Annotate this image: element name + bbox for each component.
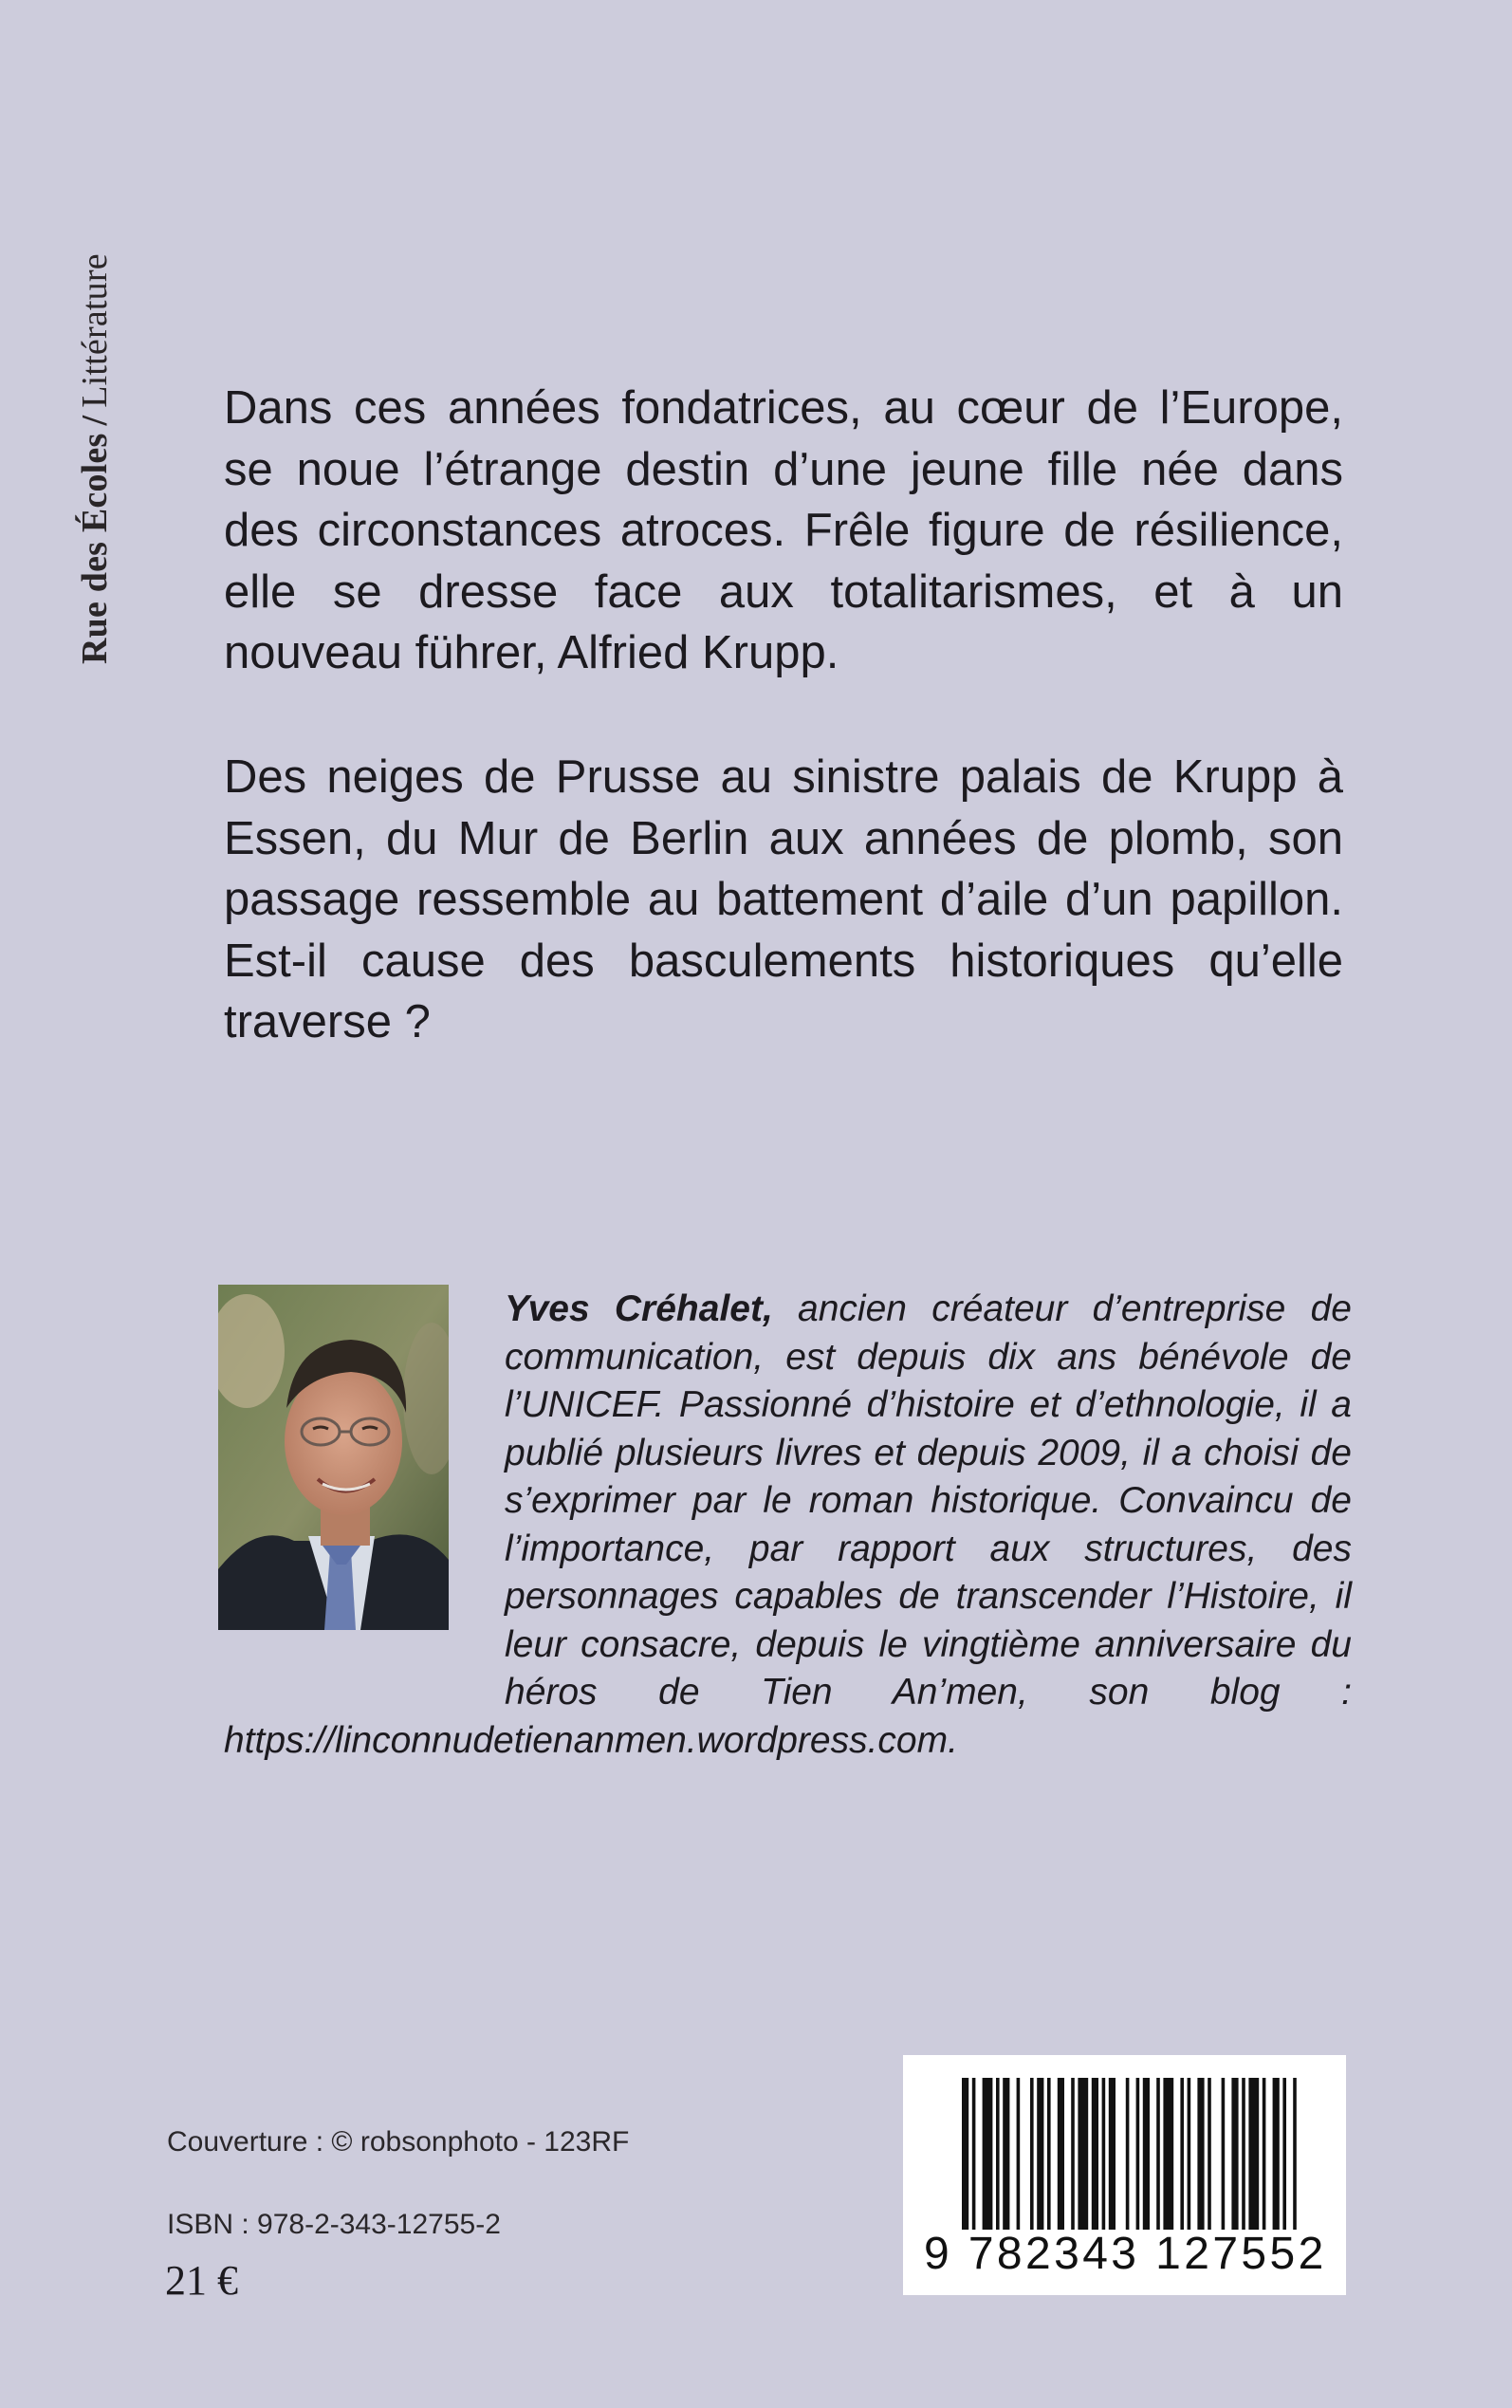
summary-paragraph-2: Des neiges de Prusse au sinistre palais de Krupp à Essen, du Mur de Berlin aux années de plomb, son passage ressemble au battement d’aile d’un papillon. Est-il cause des basculements historiques qu’elle traverse ? <box>224 751 1343 1047</box>
photo-spacer <box>224 1286 505 1671</box>
author-bio-text: ancien créateur d’entreprise de communication, est depuis dix ans bénévole de l’UNICEF. Passionné d’histoire et d’ethnologie, il a publié plusieurs livres et depuis 2009, il a choisi de s’exprimer par le roman historique. Convaincu de l’importance, par rapport aux structures, des personnages capables de transcender l’Histoire, il leur consacre, depuis le vingtième anniversaire du héros de Tien An’men, son blog : https://linconnudetienanmen.wordpress.com. <box>224 1288 1352 1761</box>
author-name: Yves Créhalet, <box>505 1288 773 1329</box>
price-label: 21 € <box>165 2257 238 2304</box>
series-spine-label <box>74 253 116 664</box>
summary-paragraph-1: Dans ces années fondatrices, au cœur de l’Europe, se noue l’étrange destin d’une jeune fille née dans des circonstances atroces. Frêle figure de résilience, elle se dresse face aux totalitarismes, et à un nouveau führer, Alfried Krupp. <box>224 382 1343 678</box>
author-bio <box>224 1286 1352 1765</box>
series-genre: Littérature <box>75 253 115 408</box>
barcode-digits: 9 782343 127552 <box>924 2229 1327 2279</box>
cover-credit: Couverture : © robsonphoto - 123RF <box>167 2126 630 2158</box>
series-name: Rue des Écoles <box>75 433 115 664</box>
barcode <box>903 2055 1346 2295</box>
isbn-label: ISBN : 978-2-343-12755-2 <box>167 2209 501 2240</box>
series-separator: / <box>75 415 115 426</box>
